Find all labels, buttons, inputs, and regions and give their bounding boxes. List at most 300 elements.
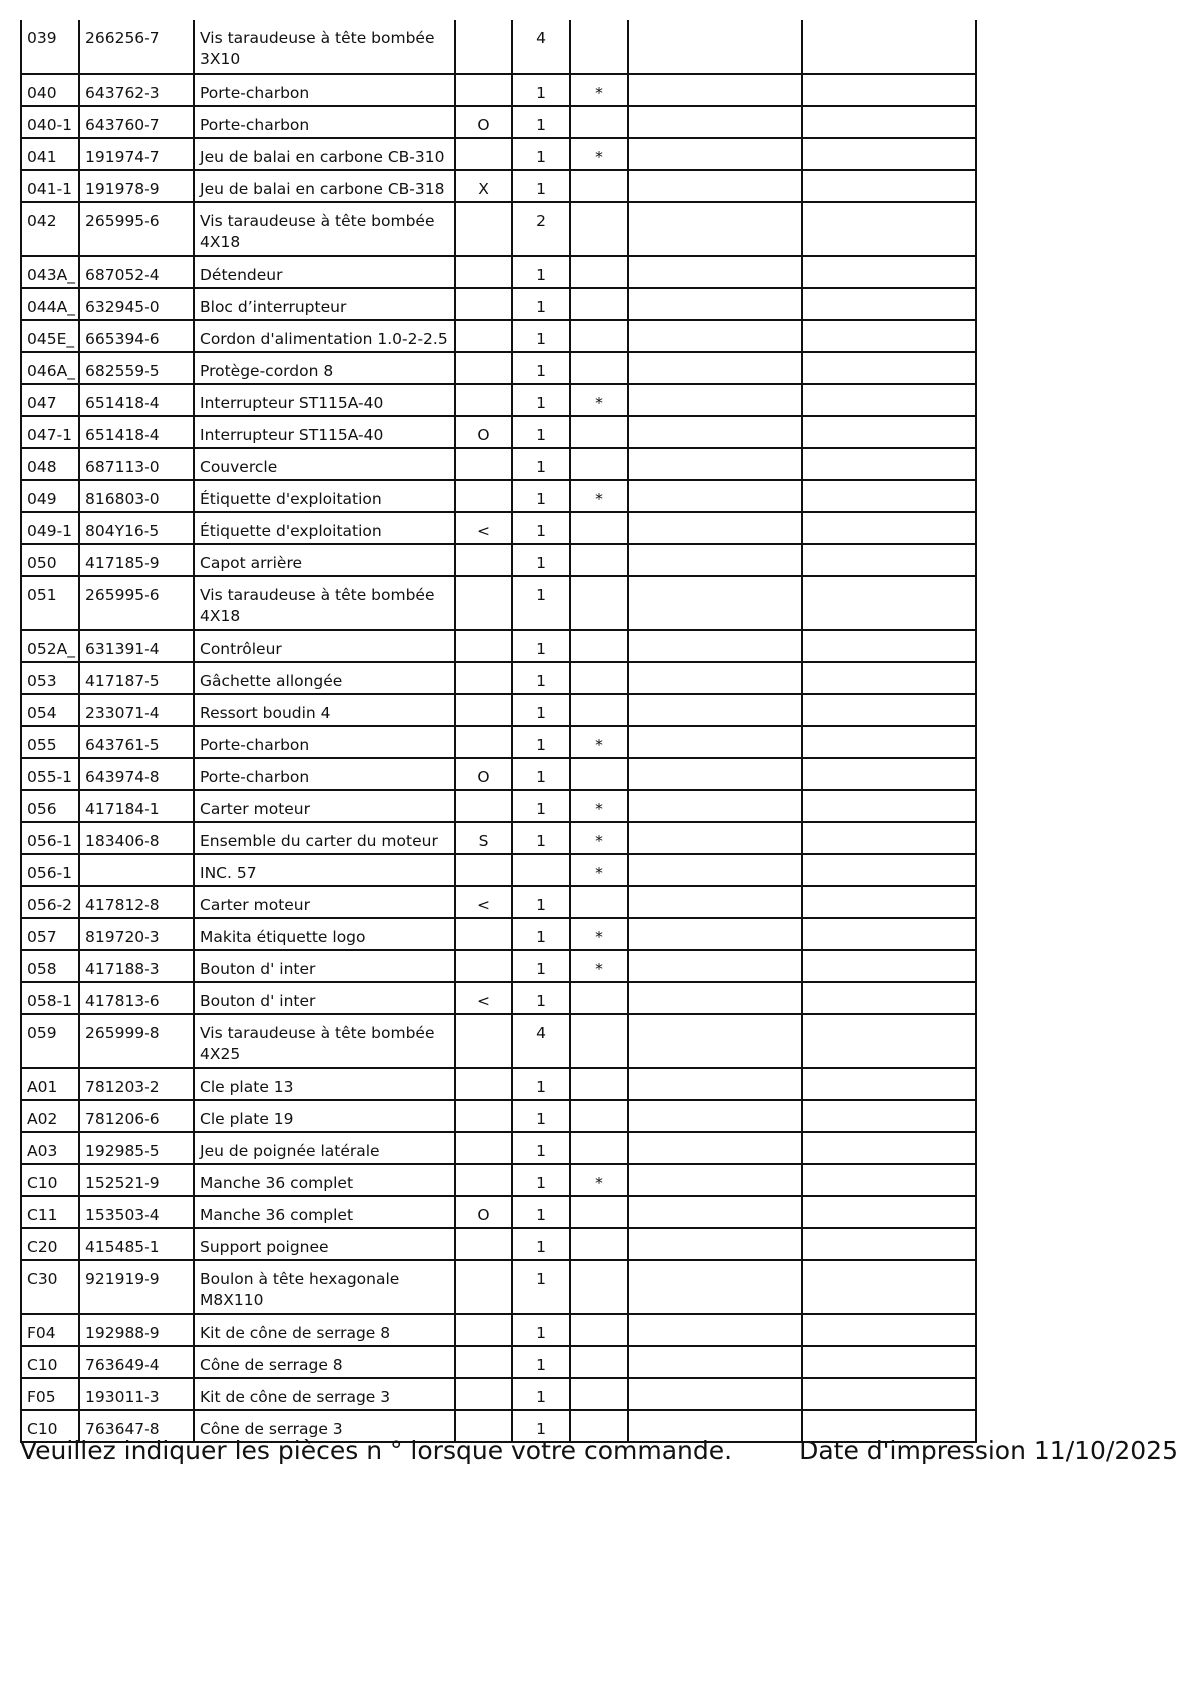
cell-option bbox=[455, 662, 512, 694]
cell-option bbox=[455, 1346, 512, 1378]
cell-description: Manche 36 complet bbox=[194, 1164, 455, 1196]
table-row bbox=[21, 886, 976, 918]
cell-blank bbox=[802, 1260, 976, 1314]
cell-note-mark bbox=[570, 886, 628, 918]
cell-quantity: 1 bbox=[512, 726, 570, 758]
table-row bbox=[21, 256, 976, 288]
cell-note-mark bbox=[570, 982, 628, 1014]
cell-quantity: 1 bbox=[512, 1100, 570, 1132]
cell-item-number: F04 bbox=[21, 1314, 79, 1346]
cell-option bbox=[455, 74, 512, 106]
cell-item-number: C11 bbox=[21, 1196, 79, 1228]
table-row bbox=[21, 1132, 976, 1164]
cell-part-number: 781203-2 bbox=[79, 1068, 194, 1100]
cell-item-number: 041 bbox=[21, 138, 79, 170]
cell-blank bbox=[628, 576, 802, 630]
cell-option bbox=[455, 1068, 512, 1100]
cell-blank bbox=[628, 1164, 802, 1196]
cell-note-mark bbox=[570, 1068, 628, 1100]
cell-blank bbox=[802, 790, 976, 822]
cell-quantity: 1 bbox=[512, 512, 570, 544]
cell-blank bbox=[802, 854, 976, 886]
cell-option bbox=[455, 790, 512, 822]
cell-part-number: 643761-5 bbox=[79, 726, 194, 758]
cell-description: Cordon d'alimentation 1.0-2-2.5 bbox=[194, 320, 455, 352]
cell-item-number: 045E_ bbox=[21, 320, 79, 352]
cell-blank bbox=[628, 448, 802, 480]
cell-quantity: 1 bbox=[512, 630, 570, 662]
cell-note-mark bbox=[570, 1314, 628, 1346]
cell-blank bbox=[802, 74, 976, 106]
cell-item-number: 048 bbox=[21, 448, 79, 480]
cell-note-mark bbox=[570, 448, 628, 480]
cell-item-number: 054 bbox=[21, 694, 79, 726]
cell-note-mark bbox=[570, 758, 628, 790]
table-row bbox=[21, 758, 976, 790]
cell-quantity: 1 bbox=[512, 758, 570, 790]
cell-part-number: 816803-0 bbox=[79, 480, 194, 512]
cell-quantity: 1 bbox=[512, 1314, 570, 1346]
cell-part-number: 417812-8 bbox=[79, 886, 194, 918]
cell-option bbox=[455, 1314, 512, 1346]
table-row bbox=[21, 480, 976, 512]
cell-note-mark bbox=[570, 106, 628, 138]
table-row bbox=[21, 1068, 976, 1100]
table-row bbox=[21, 950, 976, 982]
cell-quantity: 1 bbox=[512, 320, 570, 352]
cell-blank bbox=[802, 384, 976, 416]
table-row bbox=[21, 288, 976, 320]
cell-blank bbox=[802, 138, 976, 170]
cell-part-number: 266256-7 bbox=[79, 20, 194, 74]
cell-item-number: 049 bbox=[21, 480, 79, 512]
cell-quantity: 1 bbox=[512, 790, 570, 822]
cell-quantity: 1 bbox=[512, 886, 570, 918]
cell-option bbox=[455, 1228, 512, 1260]
cell-part-number: 417184-1 bbox=[79, 790, 194, 822]
cell-note-mark bbox=[570, 352, 628, 384]
cell-option: < bbox=[455, 886, 512, 918]
cell-description: Porte-charbon bbox=[194, 758, 455, 790]
cell-note-mark: * bbox=[570, 1164, 628, 1196]
table-row bbox=[21, 512, 976, 544]
table-row bbox=[21, 74, 976, 106]
cell-item-number: 041-1 bbox=[21, 170, 79, 202]
cell-blank bbox=[802, 20, 976, 74]
cell-description: Porte-charbon bbox=[194, 726, 455, 758]
cell-part-number: 183406-8 bbox=[79, 822, 194, 854]
cell-part-number: 819720-3 bbox=[79, 918, 194, 950]
cell-description: Gâchette allongée bbox=[194, 662, 455, 694]
cell-blank bbox=[628, 726, 802, 758]
cell-note-mark bbox=[570, 1014, 628, 1068]
cell-note-mark bbox=[570, 256, 628, 288]
cell-option: O bbox=[455, 758, 512, 790]
cell-description: Cône de serrage 8 bbox=[194, 1346, 455, 1378]
cell-blank bbox=[628, 320, 802, 352]
cell-option: X bbox=[455, 170, 512, 202]
order-note: Veuillez indiquer les pièces n ° lorsque votre commande. bbox=[20, 1436, 733, 1465]
cell-quantity: 1 bbox=[512, 480, 570, 512]
cell-option: < bbox=[455, 982, 512, 1014]
table-row bbox=[21, 982, 976, 1014]
cell-description: INC. 57 bbox=[194, 854, 455, 886]
cell-item-number: 039 bbox=[21, 20, 79, 74]
cell-blank bbox=[802, 662, 976, 694]
cell-item-number: 059 bbox=[21, 1014, 79, 1068]
cell-option bbox=[455, 384, 512, 416]
cell-item-number: 053 bbox=[21, 662, 79, 694]
cell-note-mark: * bbox=[570, 822, 628, 854]
cell-option bbox=[455, 918, 512, 950]
cell-description: Boulon à tête hexagonale M8X110 bbox=[194, 1260, 455, 1314]
cell-part-number: 631391-4 bbox=[79, 630, 194, 662]
cell-blank bbox=[802, 1378, 976, 1410]
cell-item-number: 044A_ bbox=[21, 288, 79, 320]
cell-note-mark bbox=[570, 576, 628, 630]
cell-option bbox=[455, 950, 512, 982]
cell-part-number: 417188-3 bbox=[79, 950, 194, 982]
cell-item-number: 040 bbox=[21, 74, 79, 106]
cell-description: Cle plate 13 bbox=[194, 1068, 455, 1100]
cell-quantity: 1 bbox=[512, 1228, 570, 1260]
cell-quantity: 1 bbox=[512, 138, 570, 170]
cell-blank bbox=[628, 982, 802, 1014]
cell-quantity: 1 bbox=[512, 170, 570, 202]
cell-blank bbox=[802, 1314, 976, 1346]
cell-blank bbox=[802, 416, 976, 448]
cell-note-mark bbox=[570, 202, 628, 256]
cell-option bbox=[455, 1100, 512, 1132]
cell-blank bbox=[802, 1346, 976, 1378]
cell-item-number: 040-1 bbox=[21, 106, 79, 138]
cell-blank bbox=[628, 256, 802, 288]
cell-blank bbox=[628, 822, 802, 854]
cell-quantity: 1 bbox=[512, 918, 570, 950]
cell-blank bbox=[628, 416, 802, 448]
cell-description: Interrupteur ST115A-40 bbox=[194, 384, 455, 416]
cell-part-number: 415485-1 bbox=[79, 1228, 194, 1260]
cell-item-number: 058 bbox=[21, 950, 79, 982]
cell-quantity: 1 bbox=[512, 982, 570, 1014]
table-row bbox=[21, 694, 976, 726]
cell-note-mark bbox=[570, 662, 628, 694]
cell-quantity: 1 bbox=[512, 576, 570, 630]
cell-blank bbox=[802, 1100, 976, 1132]
cell-blank bbox=[802, 1164, 976, 1196]
cell-part-number bbox=[79, 854, 194, 886]
table-row bbox=[21, 1314, 976, 1346]
cell-item-number: 052A_ bbox=[21, 630, 79, 662]
table-row bbox=[21, 1346, 976, 1378]
cell-option bbox=[455, 694, 512, 726]
cell-blank bbox=[802, 544, 976, 576]
cell-blank bbox=[802, 1132, 976, 1164]
cell-item-number: 051 bbox=[21, 576, 79, 630]
cell-quantity: 1 bbox=[512, 1410, 570, 1442]
cell-option bbox=[455, 1132, 512, 1164]
cell-blank bbox=[628, 74, 802, 106]
cell-quantity: 1 bbox=[512, 416, 570, 448]
cell-option bbox=[455, 480, 512, 512]
cell-note-mark: * bbox=[570, 726, 628, 758]
cell-blank bbox=[628, 202, 802, 256]
cell-part-number: 192985-5 bbox=[79, 1132, 194, 1164]
cell-blank bbox=[802, 1196, 976, 1228]
table-row bbox=[21, 662, 976, 694]
cell-blank bbox=[628, 20, 802, 74]
cell-description: Interrupteur ST115A-40 bbox=[194, 416, 455, 448]
cell-quantity: 1 bbox=[512, 288, 570, 320]
table-row bbox=[21, 1260, 976, 1314]
cell-option bbox=[455, 320, 512, 352]
cell-blank bbox=[802, 1068, 976, 1100]
cell-note-mark bbox=[570, 1228, 628, 1260]
cell-part-number: 763649-4 bbox=[79, 1346, 194, 1378]
cell-description: Étiquette d'exploitation bbox=[194, 480, 455, 512]
cell-blank bbox=[628, 1196, 802, 1228]
cell-note-mark: * bbox=[570, 480, 628, 512]
cell-blank bbox=[628, 1100, 802, 1132]
cell-option bbox=[455, 1014, 512, 1068]
parts-table-body bbox=[21, 20, 976, 1442]
cell-blank bbox=[802, 726, 976, 758]
cell-description: Cône de serrage 3 bbox=[194, 1410, 455, 1442]
cell-note-mark: * bbox=[570, 384, 628, 416]
table-row bbox=[21, 544, 976, 576]
cell-quantity: 1 bbox=[512, 1378, 570, 1410]
table-row bbox=[21, 790, 976, 822]
cell-quantity: 1 bbox=[512, 1164, 570, 1196]
cell-blank bbox=[628, 1260, 802, 1314]
cell-blank bbox=[802, 512, 976, 544]
cell-part-number: 265995-6 bbox=[79, 202, 194, 256]
cell-item-number: 056-1 bbox=[21, 854, 79, 886]
cell-note-mark: * bbox=[570, 918, 628, 950]
cell-blank bbox=[802, 950, 976, 982]
cell-blank bbox=[802, 576, 976, 630]
cell-option bbox=[455, 256, 512, 288]
cell-blank bbox=[628, 170, 802, 202]
cell-part-number: 632945-0 bbox=[79, 288, 194, 320]
cell-option: O bbox=[455, 106, 512, 138]
cell-part-number: 417185-9 bbox=[79, 544, 194, 576]
cell-blank bbox=[628, 950, 802, 982]
cell-item-number: 050 bbox=[21, 544, 79, 576]
cell-note-mark bbox=[570, 512, 628, 544]
cell-blank bbox=[628, 630, 802, 662]
cell-blank bbox=[802, 1014, 976, 1068]
cell-blank bbox=[628, 918, 802, 950]
cell-item-number: 055 bbox=[21, 726, 79, 758]
cell-blank bbox=[802, 202, 976, 256]
cell-blank bbox=[628, 1378, 802, 1410]
cell-description: Vis taraudeuse à tête bombée 4X25 bbox=[194, 1014, 455, 1068]
cell-description: Porte-charbon bbox=[194, 106, 455, 138]
cell-description: Cle plate 19 bbox=[194, 1100, 455, 1132]
table-row bbox=[21, 1164, 976, 1196]
cell-note-mark bbox=[570, 544, 628, 576]
cell-note-mark bbox=[570, 1100, 628, 1132]
cell-item-number: 057 bbox=[21, 918, 79, 950]
cell-blank bbox=[802, 480, 976, 512]
table-row bbox=[21, 630, 976, 662]
cell-blank bbox=[802, 1228, 976, 1260]
cell-blank bbox=[628, 138, 802, 170]
cell-part-number: 265999-8 bbox=[79, 1014, 194, 1068]
cell-part-number: 265995-6 bbox=[79, 576, 194, 630]
table-row bbox=[21, 576, 976, 630]
cell-blank bbox=[802, 320, 976, 352]
cell-quantity: 1 bbox=[512, 1346, 570, 1378]
cell-part-number: 651418-4 bbox=[79, 416, 194, 448]
cell-note-mark: * bbox=[570, 74, 628, 106]
cell-part-number: 665394-6 bbox=[79, 320, 194, 352]
cell-blank bbox=[802, 256, 976, 288]
cell-blank bbox=[628, 106, 802, 138]
cell-item-number: 056-2 bbox=[21, 886, 79, 918]
cell-blank bbox=[802, 630, 976, 662]
cell-blank bbox=[628, 1132, 802, 1164]
cell-note-mark: * bbox=[570, 950, 628, 982]
cell-description: Kit de cône de serrage 8 bbox=[194, 1314, 455, 1346]
cell-part-number: 804Y16-5 bbox=[79, 512, 194, 544]
cell-blank bbox=[802, 448, 976, 480]
cell-part-number: 233071-4 bbox=[79, 694, 194, 726]
cell-blank bbox=[628, 512, 802, 544]
cell-description: Bloc d’interrupteur bbox=[194, 288, 455, 320]
cell-option bbox=[455, 1378, 512, 1410]
table-row bbox=[21, 1014, 976, 1068]
cell-note-mark: * bbox=[570, 138, 628, 170]
cell-blank bbox=[628, 790, 802, 822]
cell-blank bbox=[802, 288, 976, 320]
cell-option: < bbox=[455, 512, 512, 544]
cell-description: Manche 36 complet bbox=[194, 1196, 455, 1228]
cell-quantity: 1 bbox=[512, 74, 570, 106]
cell-blank bbox=[628, 662, 802, 694]
cell-description: Support poignee bbox=[194, 1228, 455, 1260]
cell-blank bbox=[628, 1014, 802, 1068]
cell-blank bbox=[628, 544, 802, 576]
cell-item-number: 049-1 bbox=[21, 512, 79, 544]
cell-blank bbox=[628, 694, 802, 726]
cell-option bbox=[455, 138, 512, 170]
table-row bbox=[21, 106, 976, 138]
cell-option bbox=[455, 854, 512, 886]
cell-part-number: 682559-5 bbox=[79, 352, 194, 384]
cell-option: S bbox=[455, 822, 512, 854]
cell-blank bbox=[628, 1314, 802, 1346]
cell-description: Vis taraudeuse à tête bombée 4X18 bbox=[194, 576, 455, 630]
cell-item-number: A02 bbox=[21, 1100, 79, 1132]
cell-blank bbox=[802, 106, 976, 138]
cell-part-number: 687113-0 bbox=[79, 448, 194, 480]
cell-item-number: C30 bbox=[21, 1260, 79, 1314]
page-footer bbox=[20, 1436, 1178, 1465]
cell-note-mark: * bbox=[570, 854, 628, 886]
cell-blank bbox=[802, 352, 976, 384]
cell-item-number: 047 bbox=[21, 384, 79, 416]
cell-note-mark bbox=[570, 320, 628, 352]
cell-blank bbox=[628, 886, 802, 918]
cell-item-number: 042 bbox=[21, 202, 79, 256]
parts-list-page bbox=[20, 20, 977, 1443]
cell-quantity: 4 bbox=[512, 20, 570, 74]
cell-part-number: 687052-4 bbox=[79, 256, 194, 288]
cell-item-number: C10 bbox=[21, 1410, 79, 1442]
cell-note-mark bbox=[570, 1196, 628, 1228]
cell-part-number: 643974-8 bbox=[79, 758, 194, 790]
table-row bbox=[21, 138, 976, 170]
cell-part-number: 153503-4 bbox=[79, 1196, 194, 1228]
cell-blank bbox=[802, 694, 976, 726]
table-row bbox=[21, 726, 976, 758]
cell-description: Protège-cordon 8 bbox=[194, 352, 455, 384]
cell-blank bbox=[628, 758, 802, 790]
cell-blank bbox=[628, 384, 802, 416]
cell-blank bbox=[628, 854, 802, 886]
cell-item-number: 047-1 bbox=[21, 416, 79, 448]
cell-item-number: 058-1 bbox=[21, 982, 79, 1014]
cell-quantity: 1 bbox=[512, 352, 570, 384]
table-row bbox=[21, 822, 976, 854]
cell-description: Kit de cône de serrage 3 bbox=[194, 1378, 455, 1410]
cell-part-number: 152521-9 bbox=[79, 1164, 194, 1196]
cell-quantity: 1 bbox=[512, 1068, 570, 1100]
print-date: Date d'impression 11/10/2025 bbox=[799, 1436, 1178, 1465]
cell-part-number: 921919-9 bbox=[79, 1260, 194, 1314]
cell-item-number: A01 bbox=[21, 1068, 79, 1100]
table-row bbox=[21, 1378, 976, 1410]
cell-part-number: 192988-9 bbox=[79, 1314, 194, 1346]
table-row bbox=[21, 448, 976, 480]
cell-quantity: 1 bbox=[512, 1132, 570, 1164]
cell-item-number: 056-1 bbox=[21, 822, 79, 854]
cell-note-mark bbox=[570, 1260, 628, 1314]
cell-option bbox=[455, 288, 512, 320]
cell-quantity: 4 bbox=[512, 1014, 570, 1068]
cell-blank bbox=[628, 352, 802, 384]
table-row bbox=[21, 20, 976, 74]
cell-blank bbox=[802, 170, 976, 202]
cell-option bbox=[455, 576, 512, 630]
cell-description: Détendeur bbox=[194, 256, 455, 288]
cell-quantity: 1 bbox=[512, 1260, 570, 1314]
cell-option bbox=[455, 202, 512, 256]
cell-item-number: 055-1 bbox=[21, 758, 79, 790]
cell-item-number: 046A_ bbox=[21, 352, 79, 384]
cell-blank bbox=[802, 982, 976, 1014]
table-row bbox=[21, 416, 976, 448]
cell-option bbox=[455, 20, 512, 74]
cell-description: Vis taraudeuse à tête bombée 3X10 bbox=[194, 20, 455, 74]
cell-note-mark bbox=[570, 1346, 628, 1378]
cell-quantity: 2 bbox=[512, 202, 570, 256]
table-row bbox=[21, 320, 976, 352]
cell-description: Bouton d' inter bbox=[194, 950, 455, 982]
cell-note-mark: * bbox=[570, 790, 628, 822]
cell-option bbox=[455, 1164, 512, 1196]
cell-blank bbox=[628, 288, 802, 320]
cell-part-number: 781206-6 bbox=[79, 1100, 194, 1132]
cell-blank bbox=[628, 480, 802, 512]
cell-item-number: C10 bbox=[21, 1346, 79, 1378]
cell-note-mark bbox=[570, 20, 628, 74]
table-row bbox=[21, 352, 976, 384]
cell-option bbox=[455, 544, 512, 576]
cell-part-number: 191978-9 bbox=[79, 170, 194, 202]
